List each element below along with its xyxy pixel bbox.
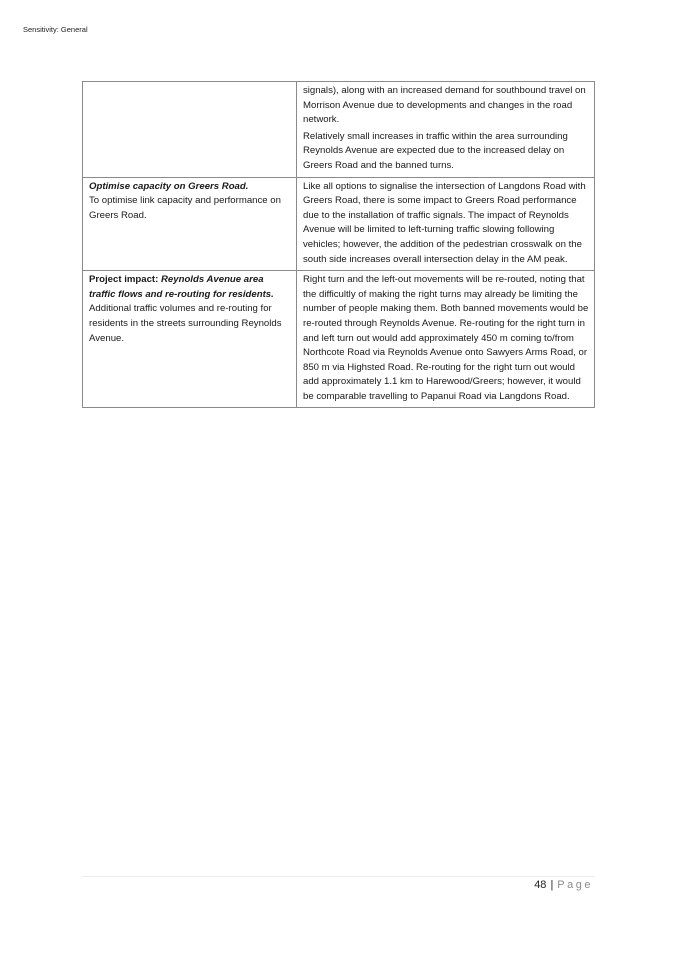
table-cell-right (297, 271, 595, 408)
table-cell-right (297, 82, 595, 178)
content-table (82, 81, 595, 408)
cell-paragraph: Relatively small increases in traffic within the area surrounding Reynolds Avenue are expected due to the increased delay on Greers Road and the banned turns. (303, 130, 568, 171)
row-title (89, 273, 291, 302)
sensitivity-label: Sensitivity: General (23, 25, 88, 34)
page-word: Page (557, 879, 593, 891)
table-row (83, 177, 595, 271)
cell-paragraph: signals), along with an increased demand for southbound travel on Morrison Avenue due to developments and changes in the road network. (303, 85, 586, 126)
table-row (83, 271, 595, 408)
row-title-prefix: Project impact: (89, 274, 161, 286)
table-cell-left (83, 271, 297, 408)
footer-divider (82, 876, 595, 877)
row-description: Additional traffic volumes and re-routing for residents in the streets surrounding Reynolds Avenue. (89, 303, 282, 344)
page-number: 48 (534, 879, 547, 891)
page-footer (534, 879, 593, 891)
row-title-italic: Reynolds Avenue area traffic flows and re-routing for residents. (89, 274, 274, 300)
row-title: Optimise capacity on Greers Road. (89, 180, 249, 192)
cell-paragraph: Like all options to signalise the intersection of Langdons Road with Greers Road, there is some impact to Greers Road performance due to the installation of traffic signals. The impact of Reynolds Avenue will be limited to left-turning traffic slowing following vehicles; however, the addition of the pedestrian crosswalk on the south side increases overall intersection delay in the AM peak. (303, 180, 586, 265)
table-cell-left (83, 82, 297, 178)
table-row (83, 82, 595, 178)
table-cell-right (297, 177, 595, 271)
row-description: To optimise link capacity and performance on Greers Road. (89, 195, 281, 221)
table-cell-left (83, 177, 297, 271)
footer-separator: | (550, 879, 554, 891)
cell-paragraph: Right turn and the left-out movements will be re-routed, noting that the difficultly of making the right turns may already be limiting the number of people making them. Both banned movements would be re-routed through Reynolds Avenue. Re-routing for the right turn in and left turn out would add approximately 450 m coming to/from Northcote Road via Reynolds Avenue onto Sawyers Arms Road, or 850 m via Highsted Road. Re-routing for the right turn out would add approximately 1.1 km to Harewood/Greers; however, it would be comparable travelling to Papanui Road via Langdons Road. (303, 274, 589, 402)
